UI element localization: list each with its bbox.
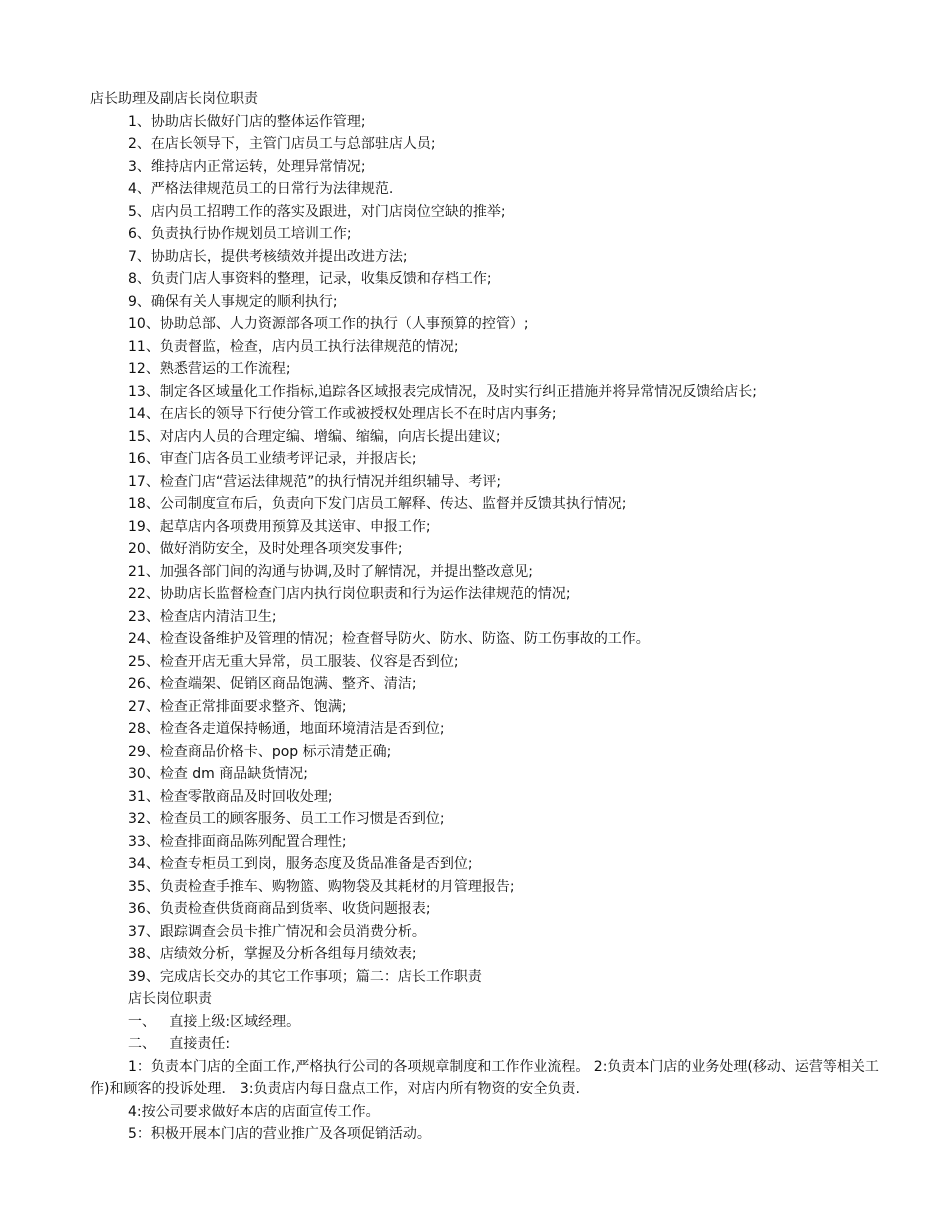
duty-item: 3、维持店内正常运转，处理异常情况; [128,158,366,175]
direct-responsibility: 二、 直接责任: [128,1036,231,1052]
duty-item: 15、对店内人员的合理定编、增编、缩编，向店长提出建议; [128,428,501,445]
duty-list [90,111,890,989]
duty-item: 25、检查开店无重大异常，员工服装、仪容是否到位; [128,653,459,670]
duty-item: 18、公司制度宣布后，负责向下发门店员工解释、传达、监督并反馈其执行情况; [128,496,627,512]
document-page [90,88,890,1146]
duty-item: 24、检查设备维护及管理的情况；检查督导防火、防水、防盗、防工伤事故的工作。 [128,631,650,647]
duty-item: 33、检查排面商品陈列配置合理性; [128,833,347,850]
duty-item: 6、负责执行协作规划员工培训工作; [128,226,352,242]
duty-item: 1、协助店长做好门店的整体运作管理; [128,113,366,130]
direct-superior: 一、 直接上级:区域经理。 [128,1013,301,1030]
duty-item: 30、检查 dm 商品缺货情况; [128,766,308,782]
duty-item: 28、检查各走道保持畅通，地面环境清洁是否到位; [128,721,445,737]
duty-item: 19、起草店内各项费用预算及其送审、申报工作; [128,518,431,535]
duty-item: 31、检查零散商品及时回收处理; [128,788,333,805]
duty-item: 22、协助店长监督检查门店内执行岗位职责和行为运作法律规范的情况; [128,586,571,602]
duty-item: 35、负责检查手推车、购物篮、购物袋及其耗材的月管理报告; [128,878,515,895]
section-title: 店长岗位职责 [128,991,212,1007]
responsibility-item: 5：积极开展本门店的营业推广及各项促销活动。 [128,1126,431,1142]
duty-item: 10、协助总部、人力资源部各项工作的执行（人事预算的控管）; [128,316,529,332]
duty-item: 21、加强各部门间的沟通与协调,及时了解情况，并提出整改意见; [128,563,533,580]
duty-item: 32、检查员工的顾客服务、员工工作习惯是否到位; [128,811,445,827]
duty-item: 7、协助店长，提供考核绩效并提出改进方法; [128,248,408,265]
duty-item: 9、确保有关人事规定的顺利执行; [128,293,338,310]
document-title: 店长助理及副店长岗位职责 [90,91,258,107]
duty-item: 2、在店长领导下，主管门店员工与总部驻店人员; [128,136,436,152]
responsibility-paragraph: 1：负责本门店的全面工作,严格执行公司的各项规章制度和工作作业流程。 2:负责本门店的业务处理(移动、运营等相关工作)和顾客的投诉处理． 3:负责店内每日盘点工作，对店内所有物资的安全负责. [90,1058,879,1097]
duty-item: 20、做好消防安全，及时处理各项突发事件; [128,541,403,557]
duty-item: 13、制定各区域量化工作指标,追踪各区域报表完成情况，及时实行纠正措施并将异常情况反馈给店长; [128,383,757,400]
duty-item: 39、完成店长交办的其它工作事项；篇二：店长工作职责 [128,968,482,985]
duty-item: 17、检查门店“营运法律规范”的执行情况并组织辅导、考评; [128,473,502,490]
duty-item: 38、店绩效分析，掌握及分析各组每月绩效表; [128,946,417,962]
duty-item: 34、检查专柜员工到岗，服务态度及货品准备是否到位; [128,856,473,872]
duty-item: 27、检查正常排面要求整齐、饱满; [128,698,347,715]
duty-item: 23、检查店内清洁卫生; [128,608,277,625]
duty-item: 14、在店长的领导下行使分管工作或被授权处理店长不在时店内事务; [128,406,557,422]
duty-item: 8、负责门店人事资料的整理，记录，收集反馈和存档工作; [128,271,492,287]
duty-item: 5、店内员工招聘工作的落实及跟进，对门店岗位空缺的推举; [128,203,506,220]
duty-item: 36、负责检查供货商商品到货率、收货问题报表; [128,901,431,917]
responsibility-item: 4:按公司要求做好本店的店面宣传工作。 [128,1103,380,1120]
duty-item: 12、熟悉营运的工作流程; [128,361,291,377]
duty-item: 37、跟踪调查会员卡推广情况和会员消费分析。 [128,923,426,940]
duty-item: 4、严格法律规范员工的日常行为法律规范. [128,181,394,197]
duty-item: 16、审查门店各员工业绩考评记录，并报店长; [128,451,417,467]
duty-item: 26、检查端架、促销区商品饱满、整齐、清洁; [128,676,417,692]
duty-item: 11、负责督监，检查，店内员工执行法律规范的情况; [128,338,459,355]
duty-item: 29、检查商品价格卡、pop 标示清楚正确; [128,743,392,760]
